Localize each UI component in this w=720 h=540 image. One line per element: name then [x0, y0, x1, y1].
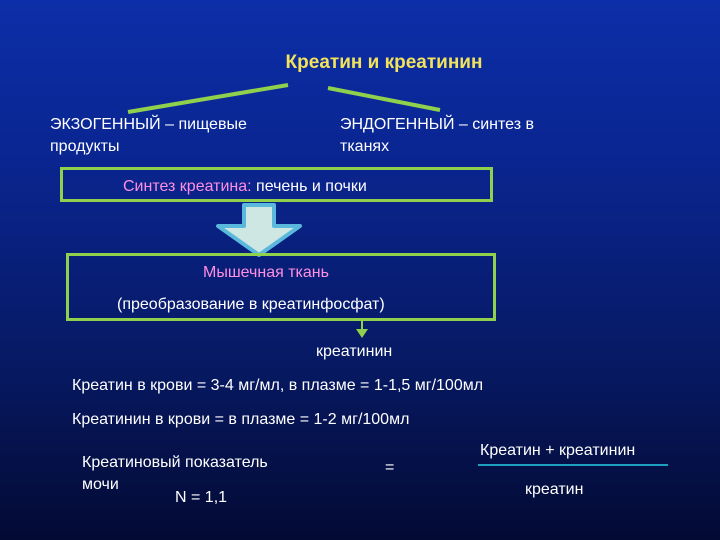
index-label-line1: Креатиновый показатель	[82, 454, 268, 471]
muscle-title: Мышечная ткань	[203, 264, 329, 281]
blood-creatine-text: Креатин в крови = 3-4 мг/мл, в плазме = 1-1,5 мг/100мл	[72, 377, 484, 394]
blood-creatinine-text: Креатинин в крови = в плазме = 1-2 мг/100мл	[72, 411, 410, 428]
endogenous-line1: ЭНДОГЕННЫЙ – синтез в	[340, 116, 534, 133]
exogenous-line1: ЭКЗОГЕННЫЙ – пищевые	[50, 116, 247, 133]
exogenous-line2: продукты	[50, 138, 120, 155]
arrow-to-endogenous	[328, 88, 440, 110]
muscle-box	[66, 253, 496, 321]
index-equals: =	[385, 459, 395, 476]
index-label-line2: мочи	[82, 476, 119, 493]
arrow-to-creatinine	[356, 318, 368, 338]
index-numerator: Креатин + креатинин	[480, 442, 636, 459]
muscle-note: (преобразование в креатинфосфат)	[117, 296, 385, 313]
index-denominator: креатин	[525, 481, 584, 498]
synthesis-value: печень и почки	[251, 178, 367, 195]
synthesis-label: Синтез креатина:	[123, 178, 252, 195]
slide-title: Креатин и креатинин	[285, 52, 483, 73]
index-value: N = 1,1	[175, 489, 228, 506]
endogenous-line2: тканях	[340, 138, 390, 155]
synthesis-box	[60, 167, 493, 202]
creatinine-label: креатинин	[316, 343, 393, 360]
arrow-to-exogenous	[128, 85, 288, 112]
synthesis-text	[123, 176, 367, 198]
down-arrow-icon	[218, 205, 300, 255]
